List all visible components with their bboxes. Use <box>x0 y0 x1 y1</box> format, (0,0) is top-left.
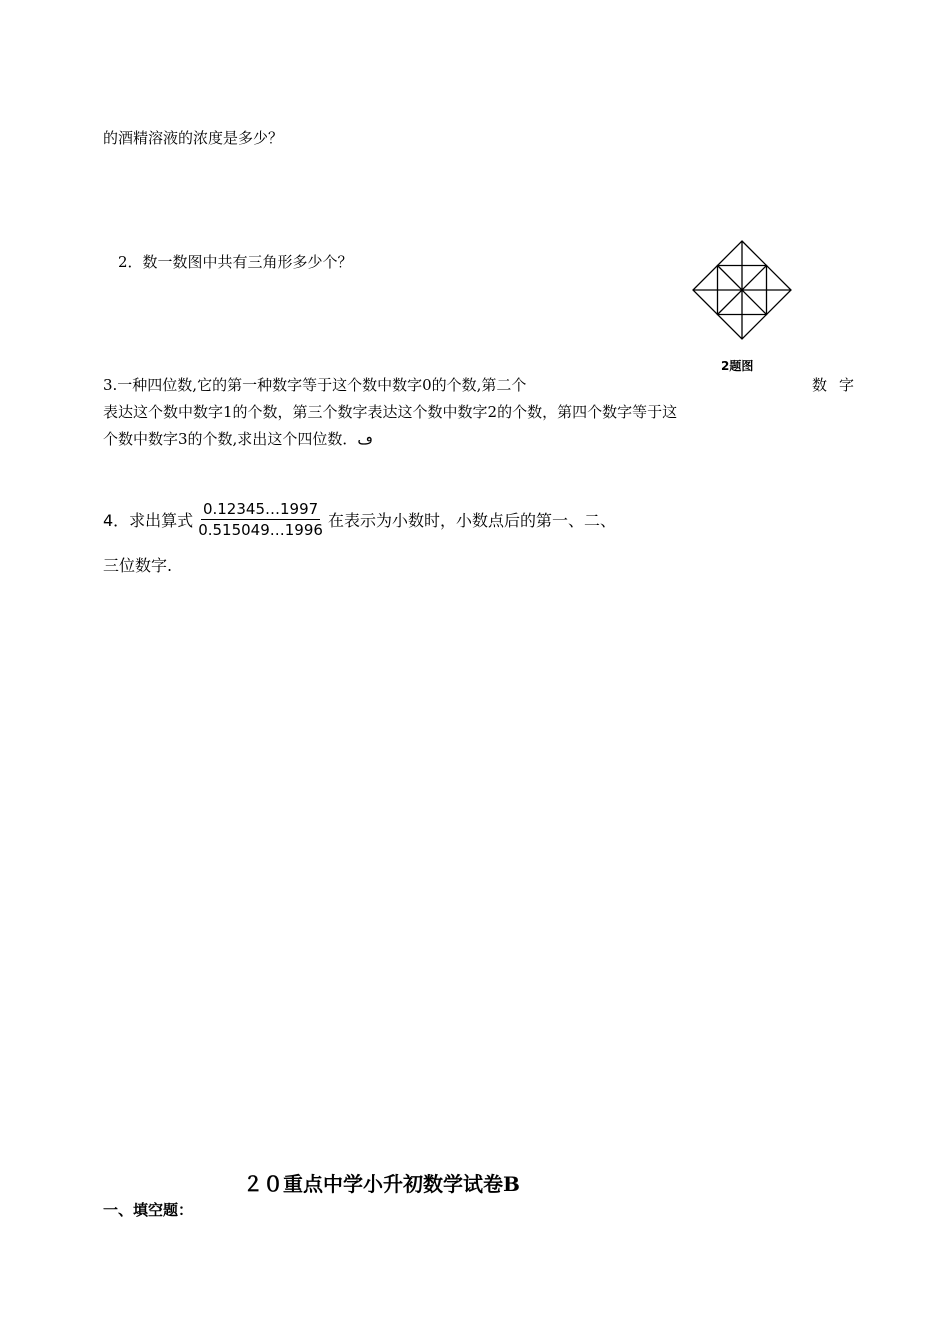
exam-title: ２０重点中学小升初数学试卷B <box>243 1172 520 1196</box>
q3-line1-tail: 数字 <box>812 376 867 394</box>
q2-text: 2．数一数图中共有三角形多少个？ <box>118 253 353 271</box>
figure-caption: 2题图 <box>721 359 754 373</box>
section-heading-fill-in: 一、填空题： <box>103 1201 194 1219</box>
q1-tail-text: 的酒精溶液的浓度是多少？ <box>103 129 284 147</box>
q4-denominator: 0.515049…1996 <box>198 521 323 539</box>
q4-numerator: 0.12345…1997 <box>202 500 319 518</box>
triangle-figure <box>690 238 794 344</box>
q3-line2: 表达这个数中数字1的个数，第三个数字表达这个数中数字2的个数，第四个数字等于这 <box>103 403 678 421</box>
q4-fraction <box>196 500 325 539</box>
q4-line2: 三位数字. <box>103 556 173 575</box>
q3-line3: 个数中数字3的个数,求出这个四位数．ڡ <box>103 430 373 448</box>
q4-line1 <box>103 500 616 539</box>
q4-prefix: 4．求出算式 <box>103 511 194 530</box>
q4-suffix: 在表示为小数时，小数点后的第一、二、 <box>327 511 616 530</box>
q3-line1: 3.一种四位数,它的第一种数字等于这个数中数字0的个数,第二个 <box>103 376 527 394</box>
